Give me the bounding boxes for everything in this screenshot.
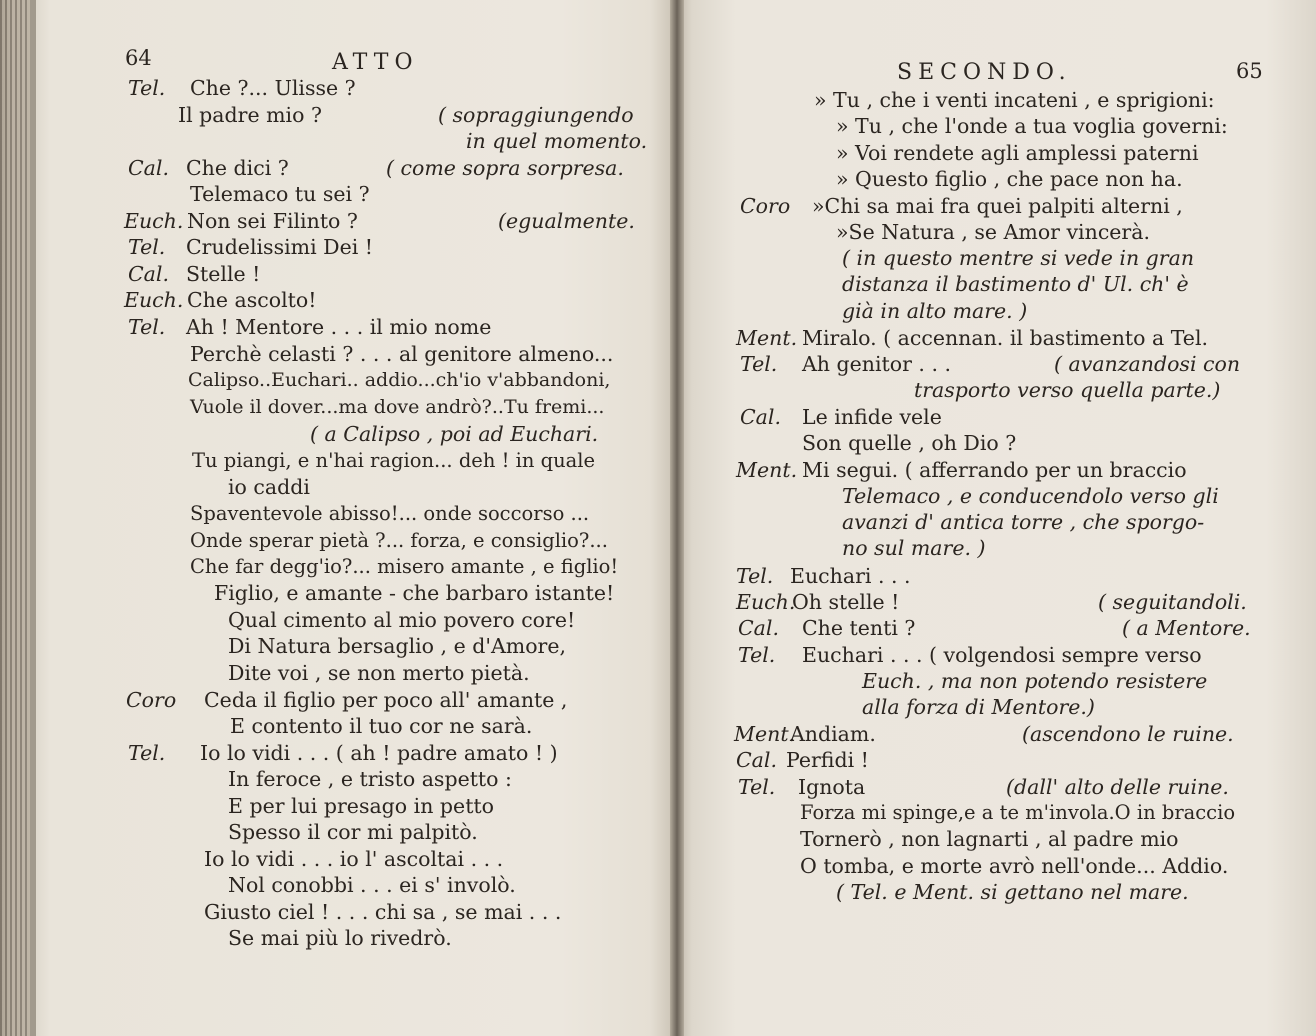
text-line: Perchè celasti ? . . . al genitore almeno... (190, 342, 614, 366)
text-line: Qual cimento al mio povero core! (228, 608, 576, 632)
text-line: Spesso il cor mi palpitò. (228, 820, 478, 844)
speaker-label: Tel. (736, 564, 774, 588)
stage-direction: già in alto mare. ) (842, 299, 1028, 323)
text-line: Non sei Filinto ? (187, 209, 358, 233)
stage-direction: ( in questo mentre si vede in gran (842, 246, 1195, 270)
text-line: io caddi (228, 475, 310, 499)
stage-direction: Telemaco , e conducendolo verso gli (842, 484, 1219, 508)
speaker-label: Euch. (124, 209, 184, 233)
text-line: Che far degg'io?... misero amante , e figlio! (190, 555, 619, 578)
text-line: » Questo figlio , che pace non ha. (836, 167, 1183, 191)
text-line: Che ?... Ulisse ? (190, 76, 356, 100)
text-line: E contento il tuo cor ne sarà. (230, 714, 533, 738)
text-line: Che tenti ? (802, 616, 916, 640)
text-line: Che ascolto! (187, 288, 317, 312)
speaker-label: Tel. (738, 643, 776, 667)
text-line: Telemaco tu sei ? (190, 182, 370, 206)
text-line: Stelle ! (186, 262, 261, 286)
text-line: Giusto ciel ! . . . chi sa , se mai . . . (204, 900, 562, 924)
text-line: Dite voi , se non merto pietà. (228, 661, 530, 685)
text-line: Andiam. (790, 722, 876, 746)
book-gutter (670, 0, 684, 1036)
speaker-label: Tel. (738, 775, 776, 799)
text-line: E per lui presago in petto (228, 794, 495, 818)
stage-direction: ( avanzandosi con (1054, 352, 1241, 376)
speaker-label: Tel. (128, 76, 166, 100)
text-line: Nol conobbi . . . ei s' involò. (228, 873, 516, 897)
text-line: » Tu , che l'onde a tua voglia governi: (836, 114, 1228, 138)
speaker-label: Tel. (128, 235, 166, 259)
right-page (676, 0, 1316, 1036)
text-line: Ceda il figlio per poco all' amante , (204, 688, 568, 712)
page-number: 65 (1236, 59, 1263, 83)
speaker-label: Ment. (734, 722, 796, 746)
speaker-label: Coro (740, 194, 791, 218)
text-line: Ignota (798, 775, 866, 799)
text-line: Io lo vidi . . . io l' ascoltai . . . (204, 847, 504, 871)
speaker-label: Ment. (736, 458, 798, 482)
text-line: Il padre mio ? (178, 103, 322, 127)
text-line: Miralo. ( accennan. il bastimento a Tel. (802, 326, 1209, 350)
text-line: Ah ! Mentore . . . il mio nome (186, 315, 492, 339)
text-line: Onde sperar pietà ?... forza, e consiglio?... (190, 529, 608, 552)
text-line: Se mai più lo rivedrò. (228, 926, 452, 950)
text-line: Euchari . . . ( volgendosi sempre verso (802, 643, 1202, 667)
text-line: O tomba, e morte avrò nell'onde... Addio. (800, 854, 1229, 878)
stage-direction: ( sopraggiungendo (438, 103, 634, 127)
text-line: Forza mi spinge,e a te m'invola.O in braccio (800, 801, 1236, 824)
speaker-label: Cal. (128, 156, 169, 180)
stage-direction: alla forza di Mentore.) (862, 695, 1095, 719)
stage-direction: (egualmente. (498, 209, 635, 233)
speaker-label: Cal. (128, 262, 169, 286)
running-head: ATTO (332, 50, 419, 75)
text-line: Figlio, e amante - che barbaro istante! (214, 581, 615, 605)
speaker-label: Tel. (128, 315, 166, 339)
speaker-label: Cal. (740, 405, 781, 429)
text-line: » Tu , che i venti incateni , e sprigioni: (814, 88, 1215, 112)
text-line: Io lo vidi . . . ( ah ! padre amato ! ) (200, 741, 558, 765)
text-line: Di Natura bersaglio , e d'Amore, (228, 634, 567, 658)
text-line: Tornerò , non lagnarti , al padre mio (800, 827, 1179, 851)
stage-direction: ( a Mentore. (1122, 616, 1251, 640)
text-line: In feroce , e tristo aspetto : (228, 767, 512, 791)
text-line: » Voi rendete agli amplessi paterni (836, 141, 1199, 165)
stage-direction: trasporto verso quella parte.) (914, 378, 1221, 402)
speaker-label: Coro (126, 688, 177, 712)
text-line: »Se Natura , se Amor vincerà. (836, 220, 1150, 244)
page-edge-shadow (30, 0, 36, 1036)
text-line: Tu piangi, e n'hai ragion... deh ! in quale (192, 449, 596, 472)
page-number: 64 (125, 46, 152, 70)
speaker-label: Euch. (736, 590, 796, 614)
speaker-label: Tel. (128, 741, 166, 765)
stage-direction: distanza il bastimento d' Ul. ch' è (842, 272, 1189, 296)
page-edges-stack (0, 0, 30, 1036)
stage-direction: in quel momento. (466, 129, 648, 153)
text-line: Spaventevole abisso!... onde soccorso ... (190, 502, 590, 525)
text-line: Oh stelle ! (792, 590, 900, 614)
stage-direction: ( come sopra sorpresa. (386, 156, 624, 180)
text-line: Euchari . . . (790, 564, 911, 588)
running-head: SECONDO. (897, 60, 1072, 85)
text-line: »Chi sa mai fra quei palpiti alterni , (812, 194, 1183, 218)
text-line: Calipso..Euchari.. addio...ch'io v'abbandoni, (188, 369, 611, 391)
text-line: Mi segui. ( afferrando per un braccio (802, 458, 1187, 482)
text-line: Crudelissimi Dei ! (186, 235, 374, 259)
text-line: Vuole il dover...ma dove andrò?..Tu fremi... (190, 396, 605, 418)
speaker-label: Ment. (736, 326, 798, 350)
stage-direction: ( Tel. e Ment. si gettano nel mare. (836, 880, 1189, 904)
speaker-label: Euch. (124, 288, 184, 312)
stage-direction: ( a Calipso , poi ad Euchari. (310, 422, 599, 446)
stage-direction: avanzi d' antica torre , che sporgo- (842, 510, 1205, 534)
speaker-label: Cal. (738, 616, 779, 640)
speaker-label: Tel. (740, 352, 778, 376)
stage-direction: no sul mare. ) (842, 536, 986, 560)
text-line: Son quelle , oh Dio ? (802, 431, 1017, 455)
stage-direction: (ascendono le ruine. (1022, 722, 1234, 746)
stage-direction: ( seguitandoli. (1098, 590, 1247, 614)
text-line: Perfidi ! (786, 748, 869, 772)
text-line: Ah genitor . . . (802, 352, 952, 376)
stage-direction: (dall' alto delle ruine. (1006, 775, 1229, 799)
text-line: Le infide vele (802, 405, 942, 429)
speaker-label: Cal. (736, 748, 777, 772)
stage-direction: Euch. , ma non potendo resistere (862, 669, 1208, 693)
text-line: Che dici ? (186, 156, 289, 180)
